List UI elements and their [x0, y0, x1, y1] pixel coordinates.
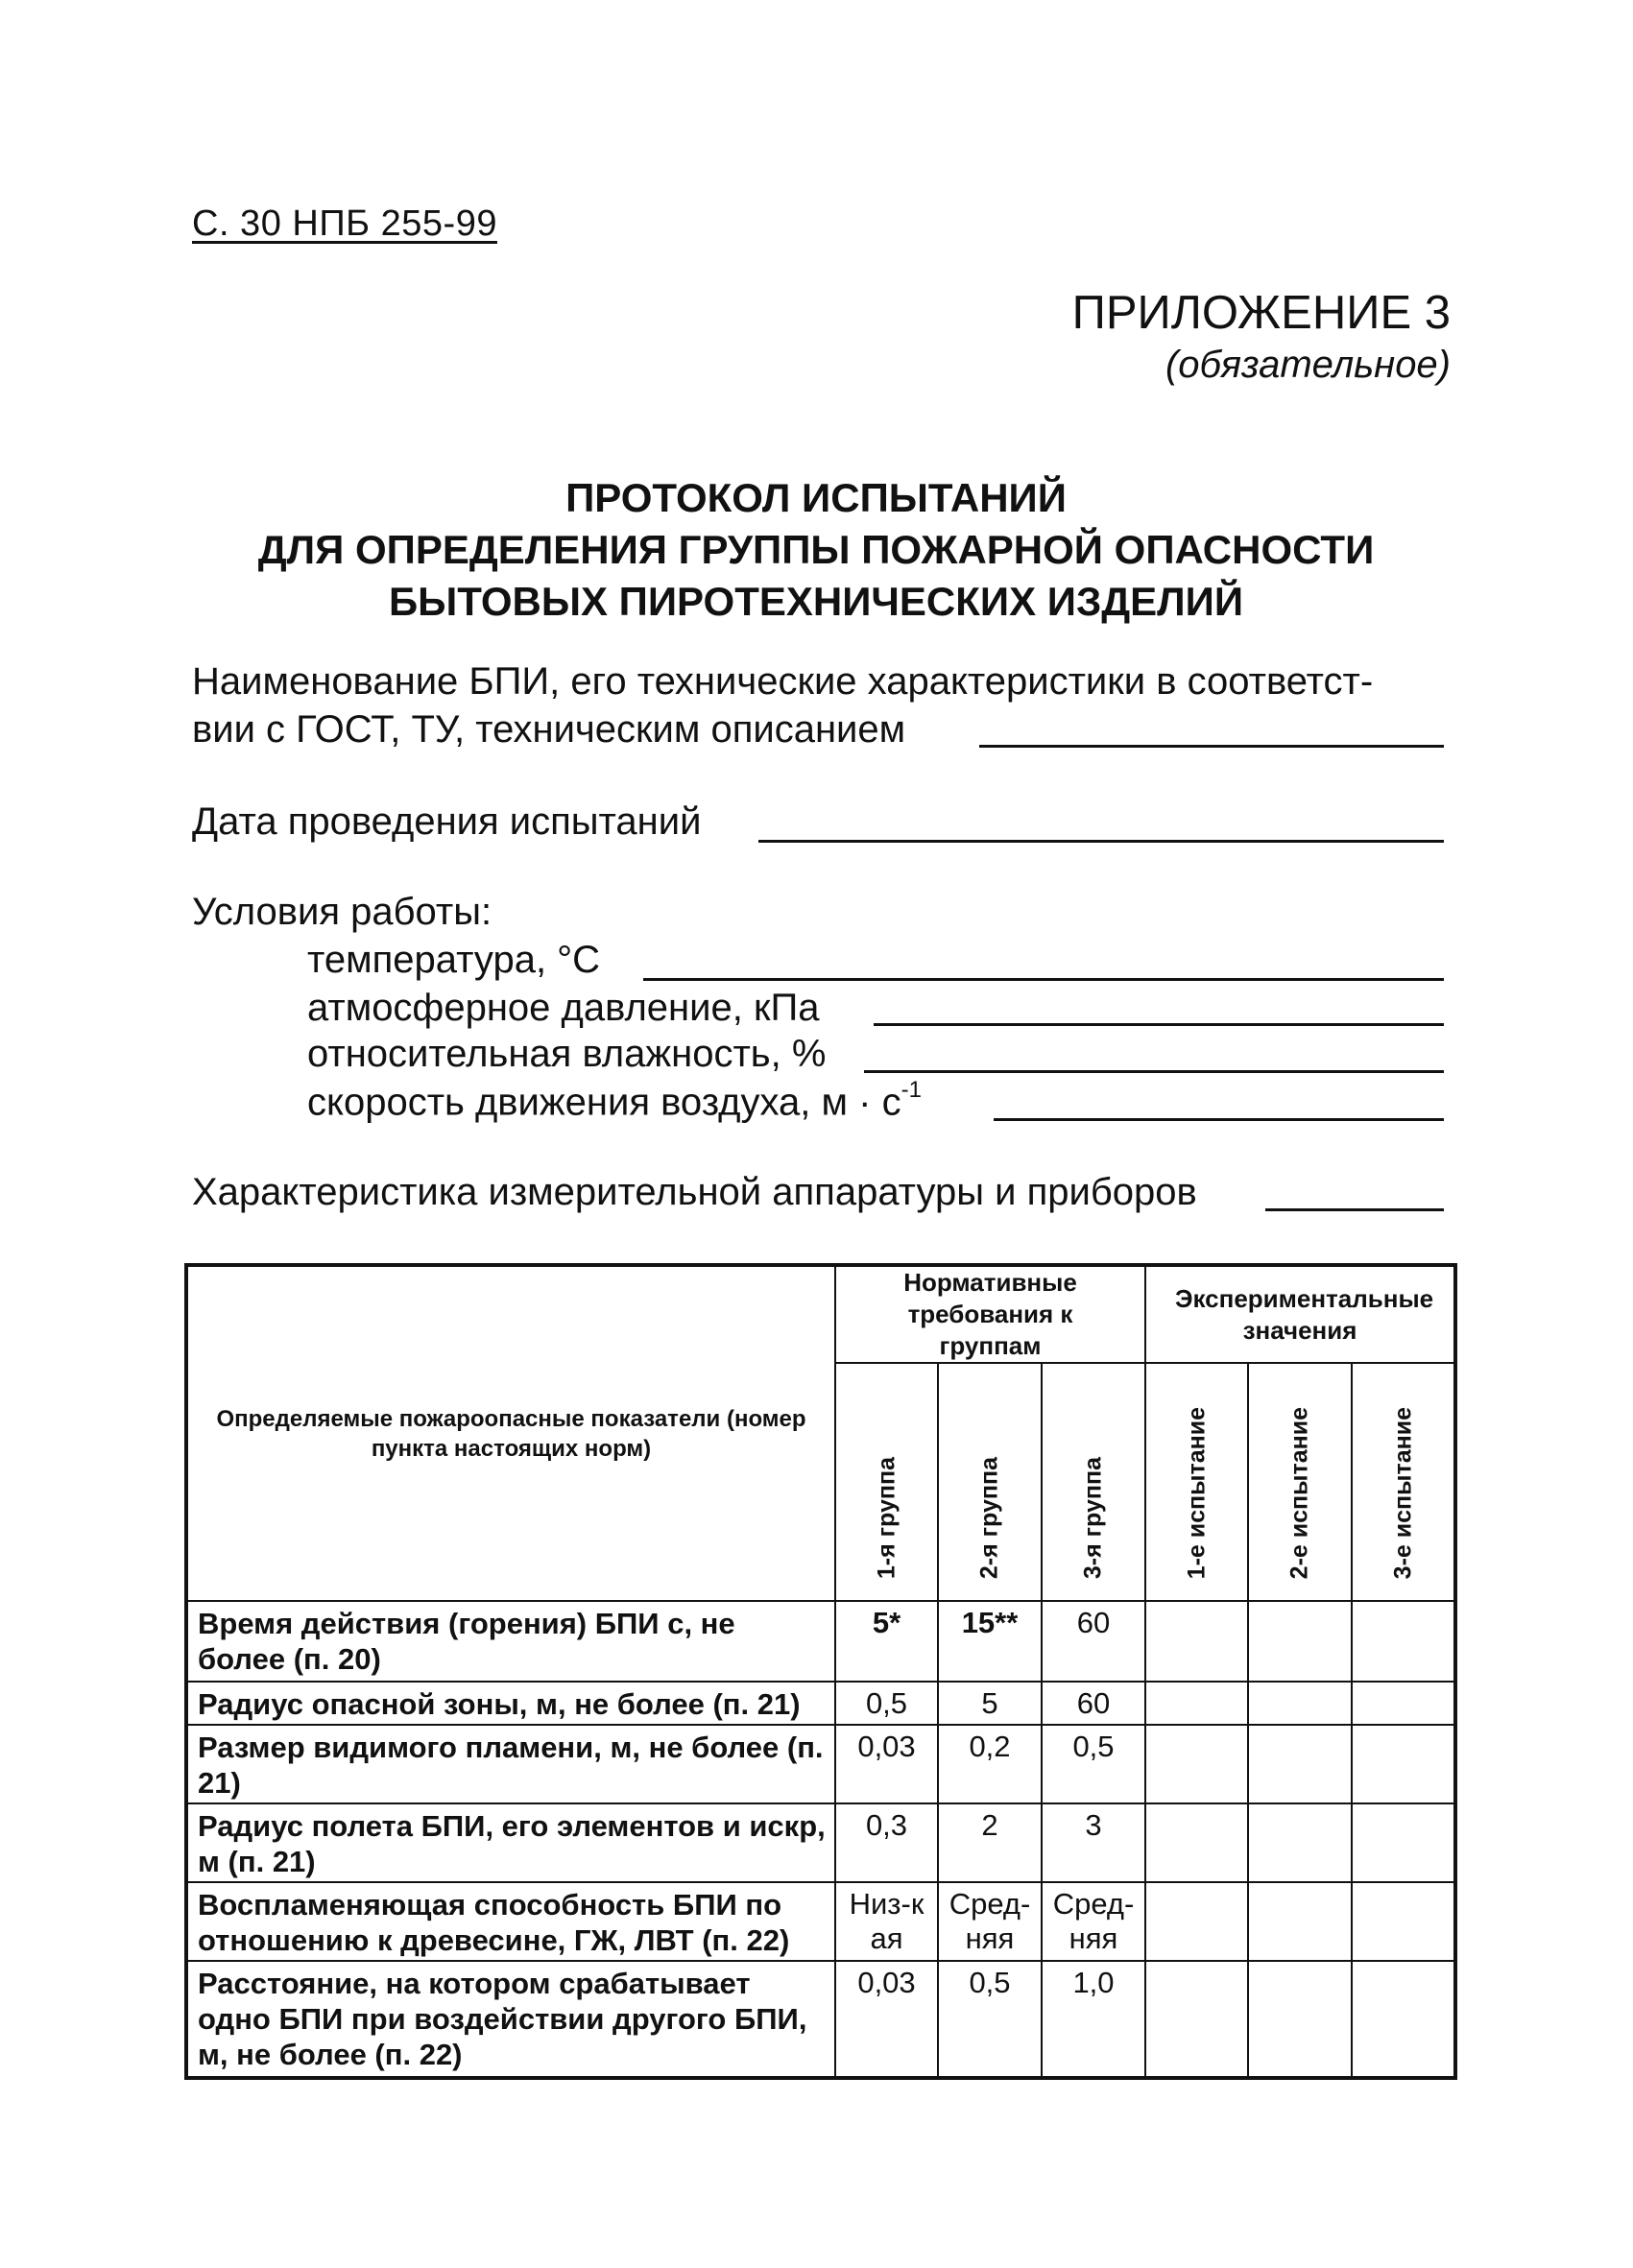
exp-header-text: Экспериментальные значения — [1175, 1283, 1434, 1345]
document-title-line1: ПРОТОКОЛ ИСПЫТАНИЙ — [565, 475, 1067, 520]
param-cell: Радиус полета БПИ, его элементов и искр, м (п. 21) — [186, 1803, 835, 1882]
table-header-row — [186, 1265, 1455, 1363]
test-1-header — [1145, 1363, 1248, 1601]
param-cell: Размер видимого пламени, м, не более (п. 21) — [186, 1725, 835, 1803]
name-field-label-line1: Наименование БПИ, его технические характеристики в соответст- — [192, 660, 1374, 703]
param-cell: Время действия (горения) БПИ с, не более (п. 20) — [186, 1601, 835, 1682]
test-date-label: Дата проведения испытаний — [192, 800, 702, 843]
group-1-value: Низ-кая — [835, 1882, 938, 1961]
group-1-value: 0,5 — [835, 1682, 938, 1725]
test-3-value[interactable] — [1352, 1682, 1455, 1725]
test-3-value[interactable] — [1352, 1803, 1455, 1882]
test-3-value[interactable] — [1352, 1725, 1455, 1803]
conditions-title: Условия работы: — [192, 891, 492, 933]
appendix-status: (обязательное) — [1165, 344, 1451, 386]
test-1-value[interactable] — [1145, 1803, 1248, 1882]
appendix-title: ПРИЛОЖЕНИЕ 3 — [1071, 287, 1451, 339]
table-row — [186, 1601, 1455, 1682]
equipment-input-line[interactable] — [1265, 1208, 1444, 1211]
document-title-line3: БЫТОВЫХ ПИРОТЕХНИЧЕСКИХ ИЗДЕЛИЙ — [388, 579, 1244, 624]
group-2-value: 15** — [938, 1601, 1042, 1682]
table-row — [186, 1882, 1455, 1961]
test-1-value[interactable] — [1145, 1961, 1248, 2078]
norm-header — [835, 1265, 1145, 1363]
group-3-value: 60 — [1042, 1601, 1145, 1682]
group-1-value: 0,03 — [835, 1725, 938, 1803]
group-3-value: 1,0 — [1042, 1961, 1145, 2078]
test-date-input-line[interactable] — [758, 840, 1444, 843]
group-2-value: Сред-няя — [938, 1882, 1042, 1961]
group-3-value: 0,5 — [1042, 1725, 1145, 1803]
test-3-value[interactable] — [1352, 1601, 1455, 1682]
test-1-value[interactable] — [1145, 1882, 1248, 1961]
param-header: Определяемые пожароопасные показатели (номер пункта настоящих норм) — [186, 1265, 835, 1601]
document-title — [144, 472, 1488, 628]
param-cell: Радиус опасной зоны, м, не более (п. 21) — [186, 1682, 835, 1725]
group-2-value: 5 — [938, 1682, 1042, 1725]
group-3-value: 3 — [1042, 1803, 1145, 1882]
air-speed-input-line[interactable] — [994, 1118, 1444, 1121]
air-speed-exponent: -1 — [901, 1077, 922, 1103]
test-2-label: 2-е испытание — [1285, 1406, 1313, 1579]
test-2-header — [1248, 1363, 1352, 1601]
group-1-header — [835, 1363, 938, 1601]
table-row — [186, 1682, 1455, 1725]
test-3-value[interactable] — [1352, 1882, 1455, 1961]
group-2-value: 0,2 — [938, 1725, 1042, 1803]
exp-header — [1145, 1265, 1455, 1363]
air-speed-label — [307, 1077, 922, 1124]
table-row — [186, 1725, 1455, 1803]
test-3-value[interactable] — [1352, 1961, 1455, 2078]
group-2-header — [938, 1363, 1042, 1601]
air-speed-text: скорость движения воздуха, м · с — [307, 1081, 901, 1124]
group-3-value: 60 — [1042, 1682, 1145, 1725]
test-1-label: 1-е испытание — [1183, 1406, 1210, 1579]
name-field-input-line[interactable] — [979, 745, 1444, 748]
test-2-value[interactable] — [1248, 1882, 1352, 1961]
test-2-value[interactable] — [1248, 1803, 1352, 1882]
test-2-value[interactable] — [1248, 1961, 1352, 2078]
group-3-label: 3-я группа — [1079, 1456, 1107, 1579]
test-results-table — [184, 1263, 1457, 2080]
test-2-value[interactable] — [1248, 1725, 1352, 1803]
group-2-value: 2 — [938, 1803, 1042, 1882]
test-2-value[interactable] — [1248, 1601, 1352, 1682]
page-header: С. 30 НПБ 255-99 — [192, 203, 497, 244]
test-1-value[interactable] — [1145, 1682, 1248, 1725]
test-1-value[interactable] — [1145, 1725, 1248, 1803]
pressure-input-line[interactable] — [874, 1023, 1444, 1026]
group-1-label: 1-я группа — [873, 1456, 900, 1579]
test-2-value[interactable] — [1248, 1682, 1352, 1725]
group-1-value: 0,3 — [835, 1803, 938, 1882]
group-3-value: Сред-няя — [1042, 1882, 1145, 1961]
temperature-input-line[interactable] — [643, 978, 1444, 981]
param-cell: Воспламеняющая способность БПИ по отношению к древесине, ГЖ, ЛВТ (п. 22) — [186, 1882, 835, 1961]
table-row — [186, 1803, 1455, 1882]
temperature-label: температура, °С — [307, 939, 601, 981]
param-cell: Расстояние, на котором срабатывает одно БПИ при воздействии другого БПИ, м, не более (п. 22) — [186, 1961, 835, 2078]
test-3-header — [1352, 1363, 1455, 1601]
group-1-value: 0,03 — [835, 1961, 938, 2078]
norm-header-text: Нормативные требования к группам — [903, 1268, 1077, 1360]
pressure-label: атмосферное давление, кПа — [307, 987, 820, 1029]
document-title-line2: ДЛЯ ОПРЕДЕЛЕНИЯ ГРУППЫ ПОЖАРНОЙ ОПАСНОСТИ — [257, 527, 1375, 572]
group-1-value: 5* — [835, 1601, 938, 1682]
table-row — [186, 1961, 1455, 2078]
name-field-label-line2: вии с ГОСТ, ТУ, техническим описанием — [192, 708, 906, 751]
group-3-header — [1042, 1363, 1145, 1601]
test-1-value[interactable] — [1145, 1601, 1248, 1682]
group-2-label: 2-я группа — [975, 1456, 1003, 1579]
group-2-value: 0,5 — [938, 1961, 1042, 2078]
equipment-label: Характеристика измерительной аппаратуры и приборов — [192, 1171, 1197, 1213]
humidity-input-line[interactable] — [864, 1070, 1444, 1073]
test-3-label: 3-е испытание — [1389, 1406, 1416, 1579]
humidity-label: относительная влажность, % — [307, 1033, 827, 1075]
